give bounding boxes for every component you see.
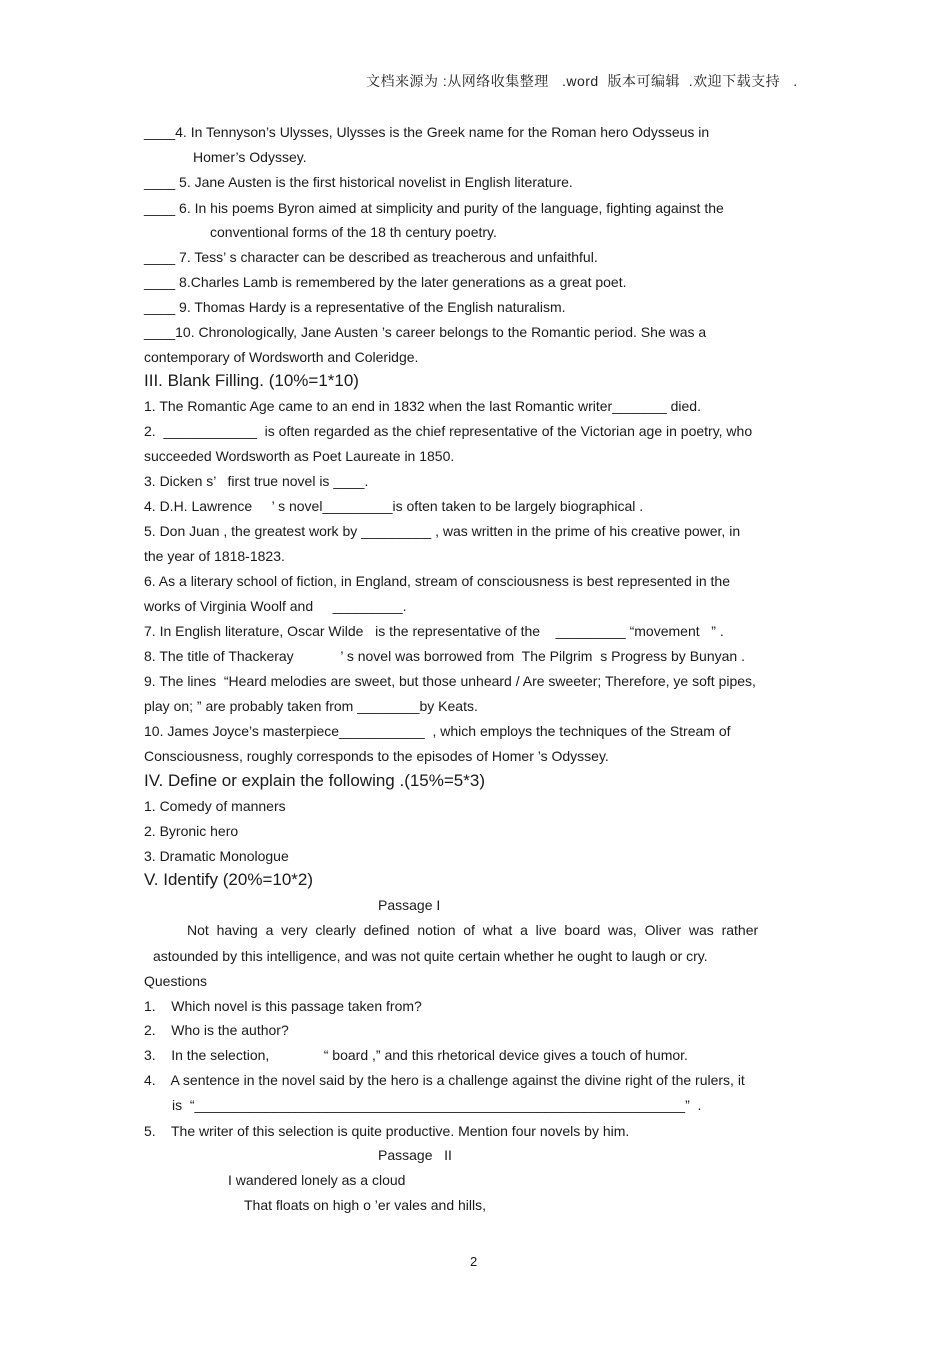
question-1: 1. Which novel is this passage taken from? [144,998,422,1014]
section-iv-heading: IV. Define or explain the following .(15%=5*3) [144,771,485,790]
page-header: 文档来源为 :从网络收集整理 .word 版本可编辑 .欢迎下载支持 . [366,73,798,89]
poem-line-2: That floats on high o ’er vales and hills, [244,1197,487,1213]
tf-item-4-cont: Homer’s Odyssey. [193,149,307,165]
blank-line-10-cont: Consciousness, roughly corresponds to the episodes of Homer ’s Odyssey. [144,748,609,764]
blank-line-6-cont: works of Virginia Woolf and _________. [144,598,407,614]
poem-line-1: I wandered lonely as a cloud [228,1172,406,1188]
blank-line-9-cont: play on; ” are probably taken from ________by Keats. [144,698,478,714]
tf-item-7: ____ 7. Tess’ s character can be described as treacherous and unfaithful. [144,249,598,265]
define-item-3: 3. Dramatic Monologue [144,848,289,864]
blank-line-8: 8. The title of Thackeray ’ s novel was borrowed from The Pilgrim s Progress by Bunyan . [144,648,745,664]
blank-line-7: 7. In English literature, Oscar Wilde is the representative of the _________ “movement ” . [144,623,724,639]
blank-line-6: 6. As a literary school of fiction, in England, stream of consciousness is best represented in the [144,573,730,589]
define-item-2: 2. Byronic hero [144,823,239,839]
blank-line-10: 10. James Joyce’s masterpiece___________ , which employs the techniques of the Stream of [144,723,731,739]
blank-line-5-cont: the year of 1818-1823. [144,548,285,564]
blank-line-9: 9. The lines “Heard melodies are sweet, but those unheard / Are sweeter; Therefore, ye soft pipes, [144,673,756,689]
question-3: 3. In the selection, “ board ,” and this rhetorical device gives a touch of humor. [144,1047,688,1063]
blank-line-5: 5. Don Juan , the greatest work by _________ , was written in the prime of his creative power, in [144,523,741,539]
tf-item-6-cont: conventional forms of the 18 th century poetry. [210,224,497,240]
tf-item-10-cont: contemporary of Wordsworth and Coleridge. [144,349,419,365]
question-2: 2. Who is the author? [144,1022,289,1038]
blank-line-3: 3. Dicken s’ first true novel is ____. [144,473,369,489]
section-iii-heading: III. Blank Filling. (10%=1*10) [144,371,359,390]
question-4: 4. A sentence in the novel said by the hero is a challenge against the divine right of the rulers, it [144,1072,745,1088]
blank-line-4: 4. D.H. Lawrence ’ s novel_________is often taken to be largely biographical . [144,498,644,514]
passage-1-text-line-2: astounded by this intelligence, and was not quite certain whether he ought to laugh or cry. [153,948,708,964]
passage-1-title: Passage I [378,897,441,913]
blank-line-2: 2. ____________ is often regarded as the chief representative of the Victorian age in poetry, who [144,423,753,439]
question-5: 5. The writer of this selection is quite productive. Mention four novels by him. [144,1123,630,1139]
define-item-1: 1. Comedy of manners [144,798,286,814]
blank-line-2-cont: succeeded Wordsworth as Poet Laureate in 1850. [144,448,455,464]
section-v-heading: V. Identify (20%=10*2) [144,870,314,889]
tf-item-6: ____ 6. In his poems Byron aimed at simplicity and purity of the language, fighting against the [144,200,724,216]
tf-item-5: ____ 5. Jane Austen is the first historical novelist in English literature. [144,174,573,190]
blank-line-1: 1. The Romantic Age came to an end in 1832 when the last Romantic writer_______ died. [144,398,701,414]
tf-item-9: ____ 9. Thomas Hardy is a representative of the English naturalism. [144,299,566,315]
questions-label: Questions [144,973,208,989]
passage-2-title: Passage II [378,1147,452,1163]
tf-item-10: ____10. Chronologically, Jane Austen ’s career belongs to the Romantic period. She was a [144,324,707,340]
page-number: 2 [470,1254,478,1269]
passage-1-text-line-1: Not having a very clearly defined notion of what a live board was, Oliver was rather [187,922,759,938]
tf-item-4: ____4. In Tennyson’s Ulysses, Ulysses is the Greek name for the Roman hero Odysseus in [144,124,710,140]
question-4-cont: is “_______________________________________________________________” . [172,1097,702,1113]
tf-item-8: ____ 8.Charles Lamb is remembered by the later generations as a great poet. [144,274,627,290]
